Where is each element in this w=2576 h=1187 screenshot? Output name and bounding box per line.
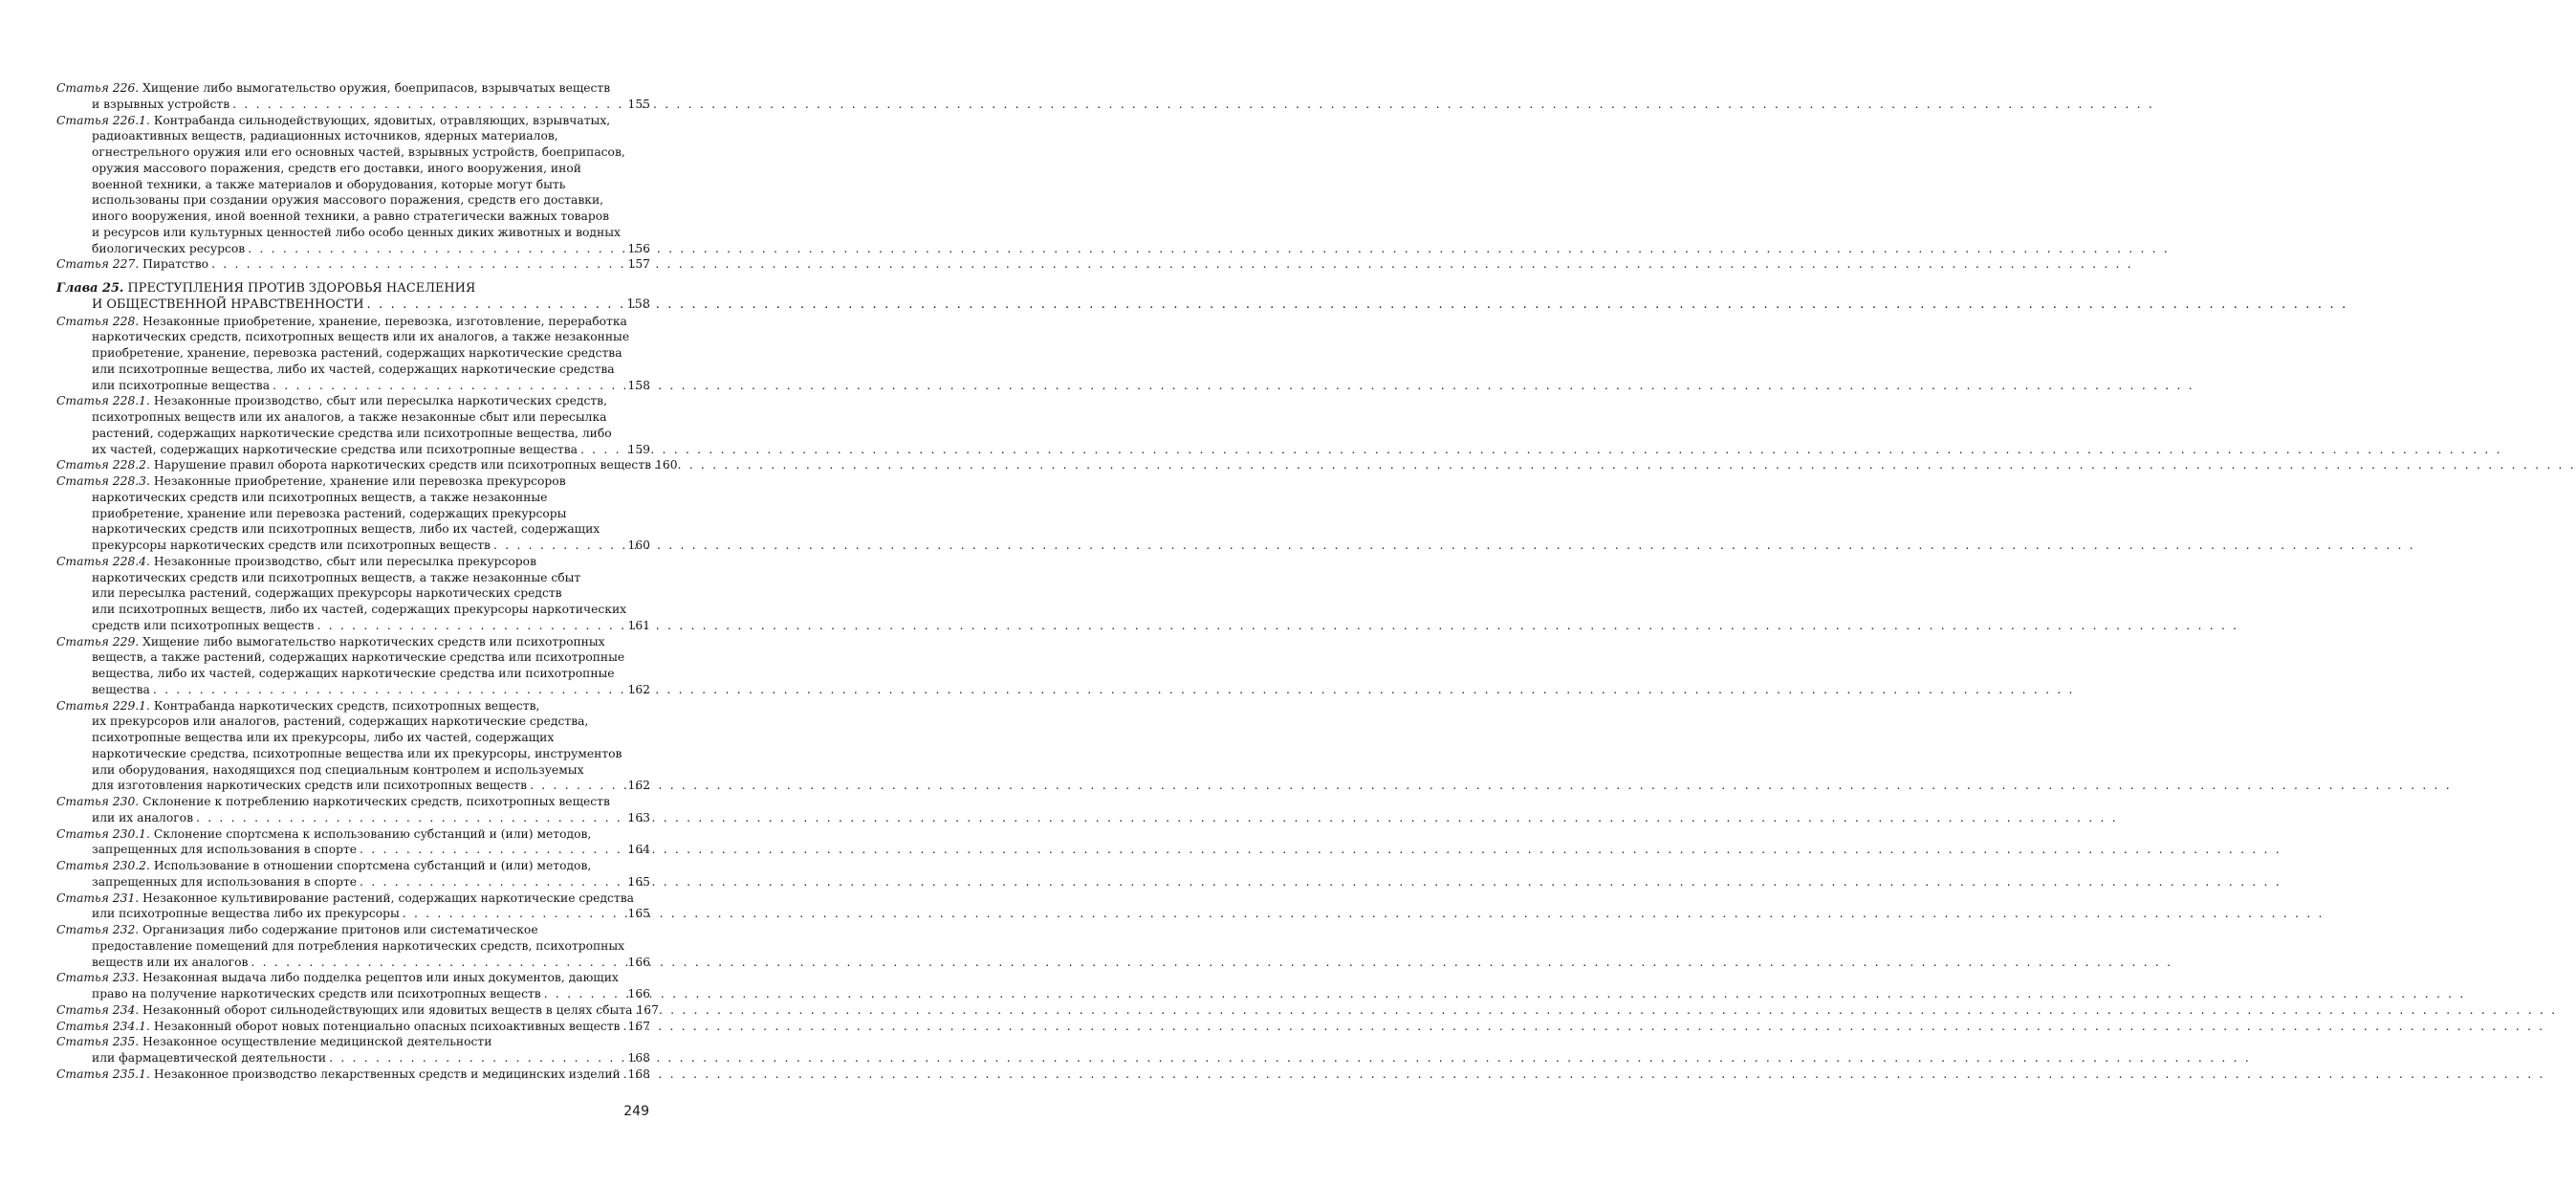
- toc-entry-line: [56, 113, 650, 129]
- toc-entry-text: [56, 971, 619, 984]
- dot-leader: [150, 682, 627, 698]
- dot-leader: [229, 97, 626, 113]
- toc-title-text: или психотропные вещества, либо их частей, содержащих наркотические средства: [92, 362, 615, 376]
- dot-leader: [270, 378, 626, 394]
- toc-entry-text: [92, 714, 588, 728]
- toc-entry-line: [56, 442, 650, 458]
- toc-entry-line: [56, 1050, 650, 1066]
- dot-leader: [248, 955, 626, 971]
- toc-title-text: Незаконный оборот новых потенциально опасных психоактивных веществ: [153, 1019, 621, 1033]
- toc-entry-text: [92, 586, 562, 600]
- toc-article-entry: [56, 634, 650, 698]
- dot-leader: [326, 1050, 626, 1066]
- toc-entry-line: [56, 970, 650, 986]
- toc-title-text: вещества: [92, 682, 150, 696]
- toc-entry-text: [92, 842, 357, 858]
- toc-article-entry: [56, 1066, 650, 1083]
- toc-article-entry: [56, 113, 650, 257]
- toc-entry-text: [92, 874, 357, 890]
- toc-entry-line: [56, 241, 650, 257]
- toc-entry-line: [56, 955, 650, 971]
- toc-entry-text: [92, 427, 612, 440]
- article-number: Статья 228.2.: [56, 458, 150, 473]
- toc-entry-line: [56, 906, 650, 922]
- dot-leader: [193, 810, 627, 826]
- toc-entry-line: [56, 314, 650, 330]
- toc-entry-text: [92, 731, 554, 744]
- toc-title-text: вещества, либо их частей, содержащих наркотические средства или психотропные: [92, 667, 615, 680]
- toc-entry-line: [56, 794, 650, 810]
- toc-title-text: или пересылка растений, содержащих прекурсоры наркотических средств: [92, 586, 562, 601]
- toc-entry-line: [56, 426, 650, 442]
- toc-entry-line: [56, 209, 650, 225]
- toc-entry-line: [56, 874, 650, 890]
- toc-title-text: наркотических средств или психотропных веществ, либо их частей, содержащих: [92, 522, 600, 537]
- toc-entry-text: [92, 682, 150, 698]
- toc-title-text: Незаконный оборот сильнодействующих или ядовитых веществ в целях сбыта: [142, 1002, 633, 1017]
- toc-entry-text: [56, 923, 538, 936]
- toc-title-text: или фармацевтической деятельности: [92, 1051, 327, 1065]
- toc-entry-text: [56, 315, 627, 328]
- toc-entry-text: [92, 363, 615, 376]
- toc-entry-text: [92, 346, 622, 360]
- toc-entry-line: [56, 1019, 650, 1035]
- toc-entry-text: [56, 281, 475, 296]
- chapter-number: Глава 25.: [56, 281, 124, 296]
- toc-entry-line: [56, 730, 650, 746]
- toc-entry-line: [56, 890, 650, 907]
- toc-article-entry: [56, 457, 678, 473]
- dot-leader: [527, 778, 626, 794]
- article-number: Статья 230.1.: [56, 826, 150, 841]
- article-number: Статья 228.3.: [56, 474, 150, 488]
- toc-title-text: прекурсоры наркотических средств или психотропных веществ: [92, 539, 491, 552]
- toc-title-text: Организация либо содержание притонов или систематическое: [142, 923, 538, 936]
- toc-article-entry: [56, 1002, 659, 1019]
- toc-title-text: радиоактивных веществ, радиационных источников, ядерных материалов,: [92, 129, 558, 143]
- article-number: Статья 235.1.: [56, 1066, 150, 1081]
- toc-title-text: биологических ресурсов: [92, 241, 246, 255]
- toc-entry-text: [92, 906, 400, 922]
- toc-title-text: наркотических средств, психотропных веществ или их аналогов, а также незаконные: [92, 330, 630, 344]
- toc-title-text: запрещенных для использования в спорте: [92, 874, 358, 889]
- toc-article-entry: [56, 473, 650, 554]
- dot-leader: [357, 874, 626, 890]
- toc-entry-line: [56, 649, 650, 666]
- toc-entry-text: [92, 178, 565, 191]
- toc-entry-line: [56, 506, 650, 522]
- toc-entry-text: [92, 226, 621, 239]
- toc-entry-text: [92, 986, 541, 1002]
- toc-title-text: Нарушение правил оборота наркотических средств или психотропных веществ: [153, 458, 652, 473]
- toc-title-text: психотропные вещества или их прекурсоры, либо их частей, содержащих: [92, 731, 555, 744]
- toc-entry-line: [56, 538, 650, 554]
- toc-entry-text: [92, 241, 245, 257]
- toc-title-text: Незаконные производство, сбыт или пересылка наркотических средств,: [153, 394, 608, 408]
- toc-entry-text: [92, 650, 624, 664]
- dot-leader: [491, 538, 627, 554]
- table-of-contents: [56, 80, 678, 1083]
- toc-entry-text: [56, 635, 605, 648]
- toc-title-text: Контрабанда наркотических средств, психотропных веществ,: [153, 698, 540, 713]
- toc-page-ref: 166: [627, 955, 650, 969]
- toc-entry-line: [56, 554, 650, 570]
- toc-title-text: Использование в отношении спортсмена субстанций и (или) методов,: [153, 859, 592, 872]
- toc-title-text: веществ, а также растений, содержащих наркотические средства или психотропные: [92, 650, 625, 665]
- toc-entry-line: [56, 144, 650, 161]
- toc-article-entry: [56, 314, 650, 394]
- toc-entry-text: [56, 1002, 632, 1019]
- toc-title-text: и взрывных устройств: [92, 97, 230, 111]
- toc-entry-line: [56, 378, 650, 394]
- toc-entry-text: [92, 538, 491, 554]
- toc-entry-text: [92, 778, 527, 794]
- toc-title-text: или психотропные вещества: [92, 378, 271, 392]
- toc-title-text: наркотических средств или психотропных веществ, а также незаконные сбыт: [92, 570, 581, 584]
- toc-page-ref: 164: [627, 843, 650, 857]
- toc-entry-text: [56, 394, 607, 407]
- toc-page-ref: 155: [627, 97, 650, 111]
- toc-title-text: или психотропных веществ, либо их частей, содержащих прекурсоры наркотических: [92, 603, 627, 616]
- article-number: Статья 231.: [56, 890, 140, 905]
- toc-entry-line: [56, 842, 650, 858]
- toc-title-text: Пиратство: [142, 257, 209, 272]
- toc-entry-text: [92, 1050, 326, 1066]
- toc-entry-text: [92, 955, 248, 971]
- toc-entry-line: [56, 746, 650, 762]
- toc-title-text: огнестрельного оружия или его основных частей, взрывных устройств, боеприпасов,: [92, 145, 625, 159]
- toc-title-text: или психотропные вещества либо их прекурсоры: [92, 907, 400, 921]
- toc-title-text: приобретение, хранение или перевозка растений, содержащих прекурсоры: [92, 506, 567, 520]
- toc-entry-line: [56, 393, 650, 409]
- toc-entry-line: [56, 256, 650, 273]
- toc-entry-line: [56, 521, 650, 538]
- toc-article-entry: [56, 256, 650, 273]
- toc-entry-line: [56, 570, 650, 586]
- toc-title-text: приобретение, хранение, перевозка растений, содержащих наркотические средства: [92, 346, 622, 360]
- page-number: 249: [623, 1104, 649, 1119]
- toc-title-text: военной техники, а также материалов и оборудования, которые могут быть: [92, 177, 566, 191]
- toc-entry-text: [92, 145, 625, 159]
- toc-entry-text: [56, 795, 610, 808]
- toc-title-text: наркотических средств или психотропных веществ, а также незаконные: [92, 490, 548, 504]
- toc-entry-text: [56, 1019, 620, 1035]
- toc-page-ref: 165: [627, 907, 650, 921]
- toc-entry-line: [56, 698, 650, 714]
- dot-leader: [363, 297, 625, 314]
- dot-leader: [541, 986, 627, 1002]
- toc-entry-line: [56, 192, 650, 209]
- toc-entry-line: [56, 362, 650, 378]
- toc-page-ref: 167: [627, 1019, 650, 1033]
- toc-page-ref: 156: [627, 241, 650, 255]
- toc-title-text: ПРЕСТУПЛЕНИЯ ПРОТИВ ЗДОРОВЬЯ НАСЕЛЕНИЯ: [127, 281, 476, 296]
- toc-title-text: Незаконное культивирование растений, содержащих наркотические средства: [142, 890, 634, 905]
- dot-leader: [314, 618, 626, 634]
- toc-entry-text: [92, 209, 609, 223]
- toc-title-text: для изготовления наркотических средств или психотропных веществ: [92, 779, 528, 793]
- toc-title-text: Незаконные приобретение, хранение или перевозка прекурсоров: [153, 474, 566, 488]
- toc-entry-line: [56, 938, 650, 955]
- toc-entry-line: [56, 297, 650, 314]
- toc-article-entry: [56, 890, 650, 923]
- toc-page-ref: 157: [627, 257, 650, 272]
- toc-title-text: Склонение спортсмена к использованию субстанций и (или) методов,: [153, 826, 592, 841]
- toc-page-ref: 165: [627, 874, 650, 889]
- toc-entry-text: [92, 129, 558, 143]
- toc-entry-text: [92, 603, 626, 616]
- toc-entry-line: [56, 602, 650, 618]
- toc-entry-line: [56, 1034, 650, 1050]
- toc-article-entry: [56, 1019, 650, 1035]
- toc-page-ref: 158: [627, 378, 650, 392]
- dot-leader: [621, 1066, 627, 1083]
- toc-article-entry: [56, 554, 650, 634]
- toc-entry-text: [92, 571, 580, 584]
- toc-entry-line: [56, 128, 650, 144]
- toc-entry-text: [92, 193, 603, 207]
- toc-title-text: их прекурсоров или аналогов, растений, содержащих наркотические средства,: [92, 714, 589, 729]
- toc-entry-text: [92, 810, 193, 826]
- toc-entry-line: [56, 585, 650, 602]
- toc-page-ref: 162: [627, 682, 650, 696]
- toc-title-text: растений, содержащих наркотические средства или психотропные вещества, либо: [92, 426, 612, 440]
- article-number: Статья 233.: [56, 971, 140, 985]
- article-number: Статья 226.1.: [56, 113, 150, 127]
- article-number: Статья 234.: [56, 1002, 140, 1017]
- toc-entry-text: [56, 256, 208, 273]
- toc-title-text: и ресурсов или культурных ценностей либо особо ценных диких животных и водных: [92, 225, 621, 239]
- toc-entry-text: [92, 491, 547, 504]
- article-number: Статья 230.: [56, 795, 140, 808]
- toc-page-ref: 159: [627, 442, 650, 456]
- toc-article-entry: [56, 698, 650, 795]
- toc-entry-line: [56, 473, 650, 490]
- dot-leader: [357, 842, 626, 858]
- toc-entry-line: [56, 1002, 659, 1019]
- toc-title-text: право на получение наркотических средств или психотропных веществ: [92, 987, 541, 1000]
- toc-entry-text: [56, 114, 610, 127]
- toc-entry-line: [56, 161, 650, 177]
- toc-entry-text: [92, 763, 584, 777]
- toc-entry-line: [56, 922, 650, 938]
- toc-entry-line: [56, 986, 650, 1002]
- toc-page-ref: 166: [627, 987, 650, 1000]
- toc-entry-line: [56, 858, 650, 874]
- toc-title-text: оружия массового поражения, средств его доставки, иного вооружения, иной: [92, 161, 581, 175]
- toc-title-text: И ОБЩЕСТВЕННОЙ НРАВСТВЕННОСТИ: [92, 297, 364, 312]
- toc-entry-line: [56, 634, 650, 650]
- toc-entry-line: [56, 80, 650, 97]
- toc-title-text: использованы при создании оружия массового поражения, средств его доставки,: [92, 193, 604, 208]
- toc-entry-line: [56, 345, 650, 362]
- article-number: Статья 230.2.: [56, 859, 150, 872]
- toc-page-ref: 168: [627, 1051, 650, 1065]
- toc-entry-line: [56, 826, 650, 843]
- toc-title-text: запрещенных для использования в спорте: [92, 843, 358, 857]
- article-number: Статья 229.1.: [56, 698, 150, 713]
- toc-entry-text: [92, 939, 624, 953]
- toc-entry-line: [56, 1066, 650, 1083]
- toc-entry-text: [56, 474, 566, 488]
- toc-entry-text: [92, 442, 578, 458]
- toc-page-ref: 160: [627, 539, 650, 552]
- toc-page-ref: 162: [627, 779, 650, 793]
- toc-title-text: Контрабанда сильнодействующих, ядовитых, отравляющих, взрывчатых,: [153, 113, 611, 127]
- toc-title-text: иного вооружения, иной военной техники, а равно стратегически важных товаров: [92, 209, 610, 223]
- toc-entry-text: [56, 555, 536, 568]
- toc-title-text: наркотические средства, психотропные вещества или их прекурсоры, инструментов: [92, 746, 622, 760]
- toc-title-text: веществ или их аналогов: [92, 955, 249, 969]
- dot-leader: [400, 906, 627, 922]
- toc-title-text: Склонение к потреблению наркотических средств, психотропных веществ: [142, 795, 610, 808]
- toc-entry-line: [56, 618, 650, 634]
- toc-entry-line: [56, 281, 650, 297]
- article-number: Статья 232.: [56, 923, 140, 936]
- toc-entry-line: [56, 457, 678, 473]
- toc-article-entry: [56, 922, 650, 970]
- toc-entry-line: [56, 97, 650, 113]
- toc-entry-text: [56, 457, 651, 473]
- toc-title-text: Незаконное производство лекарственных средств и медицинских изделий: [153, 1066, 621, 1081]
- toc-chapter-entry: [56, 281, 650, 314]
- toc-entry-text: [56, 891, 634, 905]
- dot-leader: [245, 241, 626, 257]
- document-page: [0, 0, 734, 1187]
- dot-leader: [208, 256, 626, 273]
- toc-title-text: их частей, содержащих наркотические средства или психотропные вещества: [92, 442, 578, 456]
- toc-entry-text: [92, 162, 581, 175]
- toc-entry-line: [56, 778, 650, 794]
- toc-entry-line: [56, 409, 650, 426]
- article-number: Статья 235.: [56, 1035, 140, 1049]
- toc-title-text: Незаконные приобретение, хранение, перевозка, изготовление, переработка: [142, 314, 627, 328]
- toc-entry-text: [56, 827, 591, 841]
- toc-title-text: Незаконные производство, сбыт или пересылка прекурсоров: [153, 554, 537, 568]
- toc-entry-text: [92, 618, 314, 634]
- toc-page-ref: 161: [627, 618, 650, 632]
- toc-title-text: Незаконная выдача либо подделка рецептов или иных документов, дающих: [142, 971, 619, 985]
- toc-entry-text: [56, 859, 591, 872]
- toc-article-entry: [56, 393, 650, 457]
- toc-page-ref: 163: [627, 810, 650, 824]
- article-number: Статья 234.1.: [56, 1019, 150, 1033]
- article-number: Статья 228.4.: [56, 554, 150, 568]
- toc-title-text: Хищение либо вымогательство наркотических средств или психотропных: [142, 634, 605, 648]
- dot-leader: [620, 1019, 626, 1035]
- toc-article-entry: [56, 1034, 650, 1066]
- article-number: Статья 226.: [56, 81, 140, 95]
- toc-entry-line: [56, 490, 650, 506]
- toc-entry-text: [92, 522, 600, 536]
- toc-article-entry: [56, 826, 650, 859]
- toc-entry-line: [56, 666, 650, 682]
- toc-page-ref: 158: [626, 297, 650, 312]
- article-number: Статья 229.: [56, 634, 140, 648]
- toc-entry-line: [56, 762, 650, 779]
- article-number: Статья 227.: [56, 257, 140, 272]
- toc-entry-text: [92, 667, 615, 680]
- toc-entry-line: [56, 329, 650, 345]
- article-number: Статья 228.1.: [56, 394, 150, 408]
- toc-page-ref: 160: [655, 458, 678, 473]
- toc-entry-text: [56, 81, 610, 95]
- toc-entry-line: [56, 682, 650, 698]
- toc-entry-line: [56, 225, 650, 241]
- article-number: Статья 228.: [56, 314, 140, 328]
- toc-article-entry: [56, 80, 650, 113]
- toc-entry-line: [56, 714, 650, 730]
- toc-article-entry: [56, 858, 650, 890]
- toc-entry-text: [92, 297, 363, 314]
- toc-title-text: или их аналогов: [92, 810, 193, 824]
- toc-entry-text: [56, 1066, 621, 1083]
- toc-page-ref: 167: [636, 1002, 659, 1017]
- toc-entry-line: [56, 810, 650, 826]
- toc-entry-line: [56, 177, 650, 193]
- toc-title-text: психотропных веществ или их аналогов, а также незаконные сбыт или пересылка: [92, 410, 607, 424]
- toc-entry-text: [92, 330, 629, 343]
- toc-entry-text: [92, 97, 229, 113]
- toc-title-text: предоставление помещений для потребления наркотических средств, психотропных: [92, 938, 625, 953]
- toc-page-ref: 168: [627, 1066, 650, 1081]
- dot-leader: [578, 442, 627, 458]
- toc-entry-text: [92, 747, 622, 760]
- toc-entry-text: [56, 699, 539, 713]
- toc-entry-text: [92, 378, 270, 394]
- toc-title-text: Незаконное осуществление медицинской деятельности: [142, 1035, 492, 1049]
- toc-title-text: или оборудования, находящихся под специальным контролем и используемых: [92, 762, 584, 777]
- toc-title-text: Хищение либо вымогательство оружия, боеприпасов, взрывчатых веществ: [142, 81, 611, 95]
- toc-title-text: средств или психотропных веществ: [92, 618, 315, 632]
- toc-article-entry: [56, 970, 650, 1002]
- toc-entry-text: [92, 507, 566, 520]
- toc-entry-text: [92, 410, 607, 424]
- toc-entry-text: [56, 1035, 491, 1048]
- toc-article-entry: [56, 794, 650, 826]
